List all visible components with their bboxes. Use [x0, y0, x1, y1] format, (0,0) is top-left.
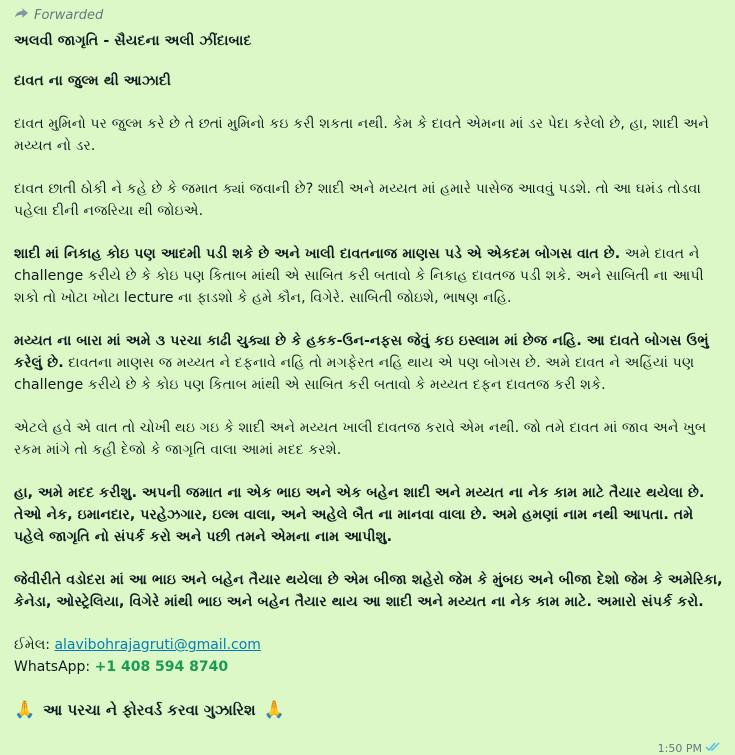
forwarded-label: Forwarded — [34, 7, 104, 23]
folded-hands-icon: 🙏 — [263, 700, 285, 720]
paragraph-3 — [14, 243, 723, 309]
paragraph-6: હા, અમે મદદ કરીશુ. અપની જમાત ના એક ભાઇ અને એક બહેન શાદી અને મય્યત ના નેક કામ માટે તૈયાર થયેલા છે. તેઓ નેક, ઇમાનદાર, પરહેઝગાર, ઇલ્મ વાલા, અને અહેલે બૈત ના માનવા વાલા છે. અમે હમણાં નામ નથી આપતા. તમે પહેલે જાગૃતિ નો સંપર્ક કરો અને પછી તમને એમના નામ આપીશુ. — [14, 485, 705, 545]
email-link[interactable]: alavibohrajagruti@gmail.com — [54, 637, 261, 653]
paragraph-4 — [14, 330, 723, 396]
folded-hands-icon: 🙏 — [14, 700, 36, 720]
paragraph-2: દાવત છાતી ઠોકી ને કહે છે કે જમાત ક્યાં જવાની છે? શાદી અને મય્યત માં હમારે પાસેજ આવવું પડશે. તો આ ઘમંડ તોડવા પહેલા દીની નજરિયા થી જોઇએ. — [14, 181, 701, 219]
paragraph-1: દાવત મુમિનો પર જુલ્મ કરે છે તે છતાં મુમિનો કઇ કરી શકતા નથી. કેમ કે દાવતે એમના માં ડર પેદા કરેલો છે, હા, શાદી અને મય્યત નો ડર. — [14, 116, 709, 154]
paragraph-3-bold: શાદી માં નિકાહ કોઇ પણ આદમી પડી શકે છે અને ખાલી દાવતનાજ માણસ પડે એ એકદમ બોગસ વાત છે. — [14, 246, 621, 262]
forwarded-indicator — [14, 6, 723, 24]
forward-arrow-icon — [14, 7, 29, 23]
whatsapp-label: WhatsApp: — [14, 659, 95, 675]
paragraph-4-bold: મય્યત ના બારા માં અમે ૩ પરચા કાઢી ચુક્યા છે કે હકક-ઉન-નફસ જેવું કઇ ઇસ્લામ માં છેજ નહિ. આ દાવતે બોગસ ઉભું કરેલું છે. — [14, 333, 709, 371]
double-check-icon — [705, 741, 721, 755]
whatsapp-line — [14, 656, 723, 678]
message-time: 1:50 PM — [657, 741, 702, 755]
footer-line — [14, 700, 723, 720]
paragraph-5: એટલે હવે એ વાત તો ચોખી થઇ ગઇ કે શાદી અને મય્યત ખાલી દાવતજ કરાવે એમ નથી. જો તમે દાવત માં જાવ અને ખુબ રકમ માંગે તો કહી દેજો કે જાગૃતિ વાલા આમાં મદદ કરશે. — [14, 420, 707, 458]
contact-block — [14, 634, 723, 678]
email-label: ઈમેલ: — [14, 637, 55, 653]
message-heading: દાવત ના જુલ્મ થી આઝાદી — [14, 73, 172, 89]
email-line — [14, 634, 723, 656]
paragraph-7: જેવીરીતે વડોદરા માં આ ભાઇ અને બહેન તૈયાર થયેલા છે એમ બીજા શહેરો જેમ કે મુંબઇ અને બીજા દેશો જેમ કે અમેરિકા, કેનેડા, ઓસ્ટ્રેલિયા, વિગેરે માંથી ભાઇ અને બહેન તૈયાર થાય આ શાદી અને મય્યત ના નેક કામ માટે. અમારો સંપર્ક કરો. — [14, 572, 723, 610]
whatsapp-number-link[interactable]: +1 408 594 8740 — [94, 659, 229, 675]
paragraph-4-rest: દાવતના માણસ જ મય્યત ને દફનાવે નહિ તો મગફેરત નહિ થાય એ પણ બોગસ છે. અમે દાવત ને અહિંયાં પણ challenge કરીયે છે કે કોઇ પણ કિતાબ માંથી એ સાબિત કરી બતાવો કે મય્યત દફન દાવતજ કરી શકે. — [14, 355, 695, 393]
footer-text: આ પરચા ને ફોરવર્ડ કરવા ગુઝારિશ — [43, 701, 256, 719]
message-meta — [658, 741, 721, 755]
paragraph-3-rest: અમે દાવત ને challenge કરીયે છે કે કોઇ પણ કિતાબ માંથી એ સાબિત કરી બતાવો કે નિકાહ દાવતજ પડી શકે. અને સાબિતી ના આપી શકો તો ખોટા ખોટા lecture ના ફાડશો કે હમે કૌન, વિગેરે. સાબિતી જોઇશે, ભાષણ નહિ. — [14, 246, 704, 306]
message-title: અલવી જાગૃતિ - સૈયદના અલી ઝીંદાબાદ — [14, 33, 252, 49]
